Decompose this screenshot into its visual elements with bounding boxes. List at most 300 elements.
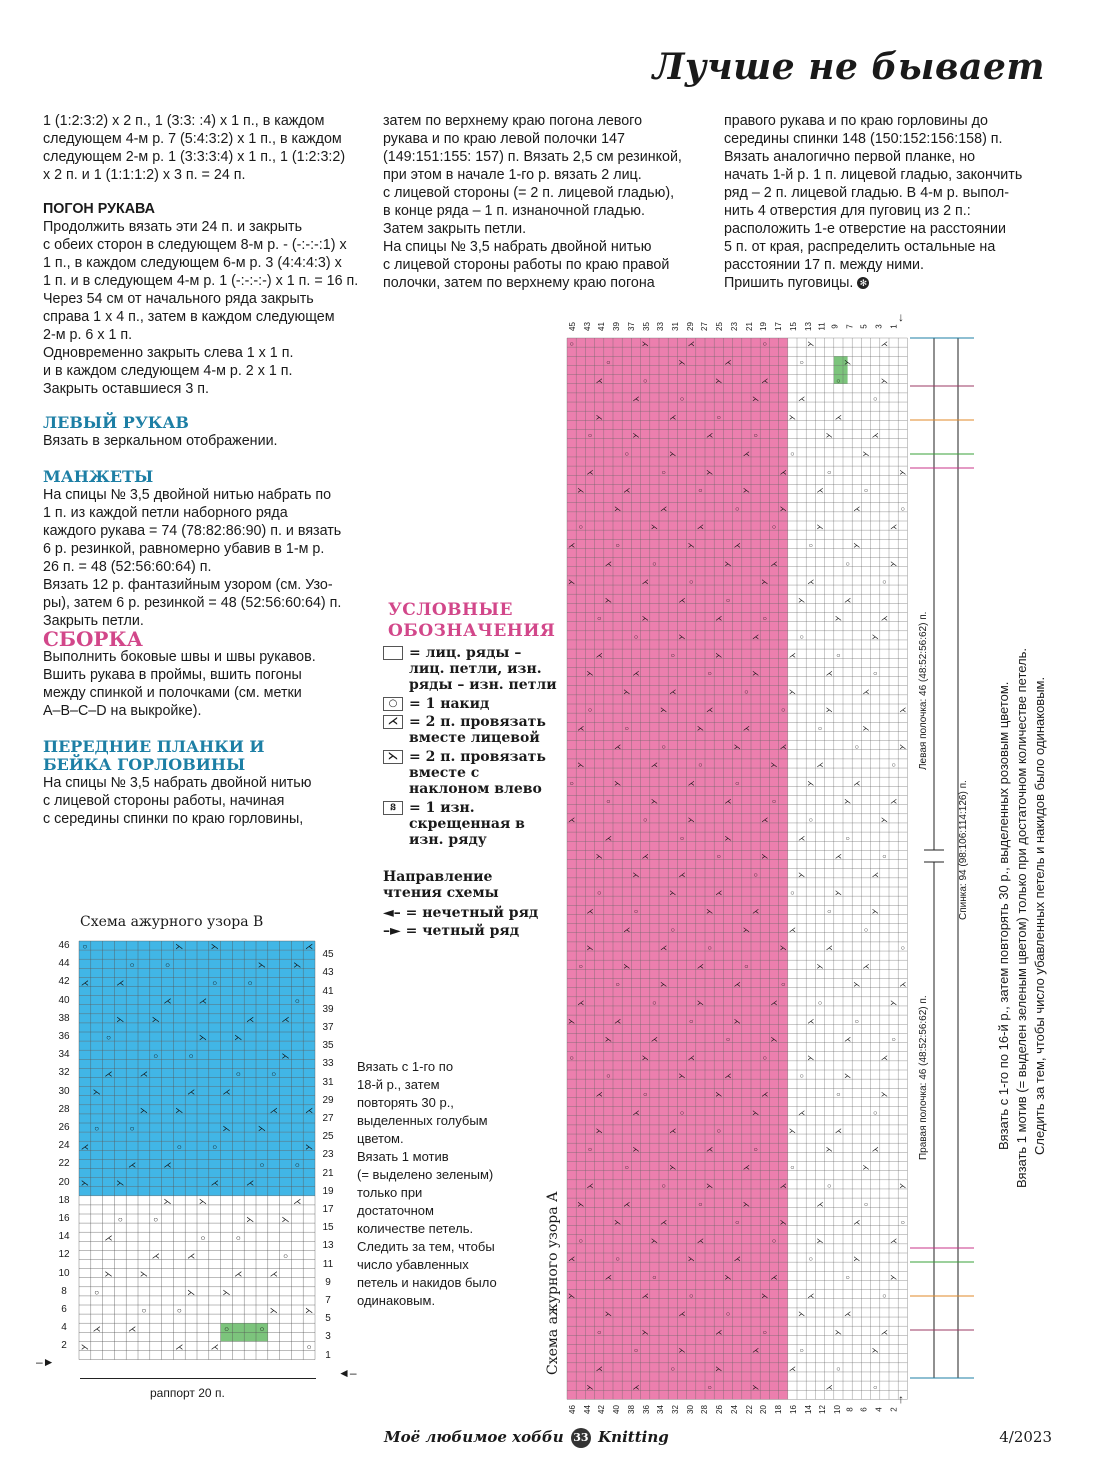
stitch-symbol: ○ <box>679 396 685 404</box>
stitch-symbol: ⋋ <box>715 1091 723 1099</box>
stitch-symbol: ○ <box>661 1182 666 1190</box>
stitch-symbol: ○ <box>587 707 593 715</box>
stitch-symbol: ⋌ <box>210 1342 219 1352</box>
stitch-symbol: ⋌ <box>586 1182 594 1190</box>
stitch-symbol: ⋌ <box>880 615 888 623</box>
stitch-symbol: ○ <box>624 1164 629 1172</box>
stitch-symbol: ⋋ <box>687 1256 695 1264</box>
stitch-symbol: ○ <box>882 579 887 587</box>
stitch-symbol: ⋋ <box>890 999 898 1007</box>
row-number: 35 <box>322 1040 334 1052</box>
stitch-symbol: ⋋ <box>586 670 594 678</box>
stitch-symbol: ⋋ <box>696 999 704 1007</box>
stitch-symbol: ⋌ <box>623 487 631 495</box>
stitch-symbol: ⋌ <box>899 707 907 715</box>
stitch-symbol: ⋋ <box>92 1087 101 1097</box>
stitch-symbol: ⋌ <box>660 945 668 953</box>
stitch-symbol: ○ <box>247 978 253 988</box>
stitch-symbol: ⋌ <box>816 762 824 770</box>
stitch-symbol: ⋋ <box>104 1269 113 1279</box>
stitch-symbol: ⋌ <box>650 762 658 770</box>
stitch-symbol: ○ <box>597 615 602 623</box>
left-front-label: Левая полочка: 46 (48:52:56:62) п. <box>918 611 929 770</box>
stitch-symbol: ○ <box>900 1219 905 1227</box>
stitch-symbol: ⋌ <box>742 1164 750 1172</box>
stitch-symbol: ⋋ <box>899 469 907 477</box>
text-line: Вшить рукава в проймы, вшить погоны <box>43 667 302 683</box>
stitch-symbol: ⋌ <box>641 853 649 861</box>
stitch-symbol: ⋋ <box>752 670 760 678</box>
chart-a-grid <box>566 320 911 1415</box>
column-number: 32 <box>670 1405 680 1415</box>
chart-a-note-3: Следить за тем, чтобы число убавленных петель и накидов было одинаковым. <box>1032 676 1047 1155</box>
assembly-heading: СБОРКА <box>43 627 143 651</box>
stitch-symbol: ⋌ <box>269 1105 278 1115</box>
stitch-symbol: ⋋ <box>80 1342 89 1352</box>
stitch-symbol: ⋋ <box>614 780 622 788</box>
row-number: 6 <box>61 1304 67 1315</box>
row-number: 26 <box>58 1122 70 1133</box>
stitch-symbol: ⋋ <box>614 1219 622 1227</box>
stitch-symbol: ⋋ <box>798 1311 806 1319</box>
stitch-symbol: ⋋ <box>163 1196 172 1206</box>
column-number: 40 <box>612 1405 622 1415</box>
stitch-symbol: ⋋ <box>586 1384 594 1392</box>
row-number: 29 <box>322 1094 334 1106</box>
stitch-symbol: ⋌ <box>281 1014 290 1024</box>
bands-text <box>43 774 373 828</box>
stitch-symbol: ⋌ <box>187 1087 196 1097</box>
stitch-symbol: ⋋ <box>816 963 824 971</box>
left-sleeve-heading: ЛЕВЫЙ РУКАВ <box>43 413 189 432</box>
stitch-symbol: ○ <box>633 908 639 916</box>
stitch-symbol: ⋌ <box>305 942 314 952</box>
chart-a-note-1: Вязать с 1-го по 16-й р., затем повторять 30 р., выделенных розовым цветом. <box>996 681 1011 1150</box>
stitch-symbol: ⋋ <box>779 1219 787 1227</box>
text-line: затем по верхнему краю погона левого <box>383 113 643 129</box>
stitch-symbol: ⋌ <box>807 579 815 587</box>
stitch-symbol: ⋌ <box>742 725 750 733</box>
column-number: 23 <box>729 322 739 331</box>
stitch-symbol: ○ <box>283 1251 288 1261</box>
column-number: 9 <box>830 324 840 329</box>
stitch-symbol: ⋋ <box>788 688 796 696</box>
column-number: 43 <box>582 322 592 331</box>
stitch-symbol: ⋋ <box>660 981 668 989</box>
row-number: 33 <box>322 1058 334 1070</box>
arrow-down-icon: ↓ <box>898 310 904 324</box>
text-line: при этом в начале 1-го р. вязать 2 лиц. <box>383 167 642 183</box>
stitch-symbol: ⋌ <box>706 1146 714 1154</box>
stitch-symbol: ⋌ <box>568 542 576 550</box>
stitch-symbol: ⋋ <box>678 1347 686 1355</box>
row-number: 19 <box>322 1185 334 1197</box>
row-number: 9 <box>325 1276 331 1288</box>
stitch-symbol: ⋌ <box>825 1384 833 1392</box>
stitch-symbol: ○ <box>799 1347 804 1355</box>
stitch-symbol: ⋋ <box>577 1201 585 1209</box>
stitch-symbol: ○ <box>212 978 218 988</box>
stitch-symbol: ○ <box>153 1215 159 1225</box>
yarn-over-icon: ○ <box>383 697 403 711</box>
row-number: 2 <box>61 1340 67 1352</box>
stitch-symbol: ⋋ <box>871 1347 879 1355</box>
stitch-symbol: ○ <box>271 1069 277 1079</box>
stitch-symbol: ○ <box>615 981 620 989</box>
stitch-symbol: ⋋ <box>222 1287 231 1297</box>
row-number: 37 <box>322 1021 334 1033</box>
stitch-symbol: ⋋ <box>853 981 861 989</box>
stitch-symbol: ⋌ <box>807 1018 815 1026</box>
stitch-symbol: ⋋ <box>816 1237 824 1245</box>
stitch-symbol: ⋌ <box>752 908 760 916</box>
text-line: 26 п. = 48 (52:56:60:64) п. <box>43 559 212 575</box>
stitch-symbol: ○ <box>212 1142 218 1152</box>
issue-date: 4/2023 <box>999 1428 1052 1446</box>
stitch-symbol: ⋋ <box>844 359 852 367</box>
stitch-symbol: ⋌ <box>752 633 760 641</box>
stitch-symbol: ⋌ <box>816 487 824 495</box>
stitch-symbol: ⋋ <box>641 1329 649 1337</box>
stitch-symbol: ⋋ <box>788 1128 796 1136</box>
row-number: 10 <box>58 1267 70 1279</box>
stitch-symbol: ⋌ <box>660 1219 668 1227</box>
stitch-symbol: ⋋ <box>116 1178 125 1188</box>
stitch-symbol: ⋋ <box>742 1201 750 1209</box>
chart-a-note-2: Вязать 1 мотив (= выделен зеленым цветом) только при достаточном количестве петель. <box>1014 647 1029 1188</box>
text-line: каждого рукава = 74 (78:82:86:90) п. и вязать <box>43 523 342 539</box>
stitch-symbol: ⋌ <box>733 981 741 989</box>
stitch-symbol: ○ <box>790 890 795 898</box>
stitch-symbol: ⋋ <box>595 1128 603 1136</box>
even-row-direction: –► = четный ряд <box>383 923 520 939</box>
stitch-symbol: ⋌ <box>632 1109 640 1117</box>
stitch-symbol: ⋌ <box>305 1105 314 1115</box>
stitch-symbol: ⋋ <box>798 597 806 605</box>
stitch-symbol: ⋌ <box>816 1201 824 1209</box>
stitch-symbol: ⋌ <box>80 978 89 988</box>
stitch-symbol: ○ <box>633 1347 639 1355</box>
stitch-symbol: ○ <box>606 359 611 367</box>
column-number: 12 <box>818 1405 828 1415</box>
stitch-symbol: ⋋ <box>825 432 833 440</box>
stitch-symbol: ⋋ <box>660 707 668 715</box>
stitch-symbol: ⋋ <box>210 942 219 952</box>
column-number: 45 <box>567 322 577 331</box>
stitch-symbol: ○ <box>624 725 629 733</box>
column-number: 22 <box>744 1405 754 1415</box>
stitch-symbol: ○ <box>735 505 740 513</box>
stitch-symbol: ○ <box>129 960 135 970</box>
row-number: 18 <box>58 1194 70 1206</box>
stitch-symbol: ⋌ <box>788 652 796 660</box>
stitch-symbol: ⋌ <box>696 1237 704 1245</box>
row-number: 39 <box>322 1003 334 1015</box>
column-number: 33 <box>656 322 666 331</box>
stitch-symbol: ⋋ <box>246 1215 255 1225</box>
stitch-symbol: ⋌ <box>844 1311 852 1319</box>
text-line: рукава и по краю левой полочки 147 <box>383 131 625 147</box>
stitch-symbol: ⋌ <box>104 1233 113 1243</box>
stitch-symbol: ⋋ <box>604 1311 612 1319</box>
stitch-symbol: ⋌ <box>128 1324 137 1334</box>
stitch-symbol: ⋋ <box>724 1274 732 1282</box>
stitch-symbol: ○ <box>224 1324 229 1334</box>
text-line: расположить 1-е отверстие на расстоянии <box>724 221 1006 237</box>
stitch-symbol: ⋋ <box>724 560 732 568</box>
text-line: с лицевой стороны работы по краю правой <box>383 257 670 273</box>
stitch-symbol: ○ <box>873 1109 878 1117</box>
stitch-symbol: ⋋ <box>779 945 787 953</box>
stitch-symbol: ⋋ <box>198 1033 207 1043</box>
stitch-symbol: ○ <box>306 1342 312 1352</box>
column-number: 11 <box>817 322 827 331</box>
stitch-symbol: ⋌ <box>733 542 741 550</box>
stitch-symbol: ○ <box>771 1237 777 1245</box>
row-number: 5 <box>325 1313 331 1325</box>
stitch-symbol: ⋋ <box>669 1164 677 1172</box>
stitch-symbol: ⋋ <box>687 542 695 550</box>
stitch-symbol: ⋋ <box>798 871 806 879</box>
stitch-symbol: ○ <box>735 1219 740 1227</box>
row-number: 4 <box>61 1322 67 1334</box>
row-number: 25 <box>322 1131 334 1143</box>
stitch-symbol: ⋋ <box>844 798 852 806</box>
stitch-symbol: ⋌ <box>246 1178 255 1188</box>
text-line: справа 1 х 4 п., затем в каждом следующем <box>43 309 335 325</box>
stitch-symbol: ○ <box>836 1091 841 1099</box>
chart-b-repeat-label: раппорт 20 п. <box>150 1386 225 1400</box>
stitch-symbol: ⋋ <box>139 1105 148 1115</box>
stitch-symbol: ○ <box>94 1287 100 1297</box>
stitch-symbol: ⋌ <box>586 908 594 916</box>
stitch-symbol: ⋋ <box>623 963 631 971</box>
stitch-symbol: ⋋ <box>623 688 631 696</box>
stitch-symbol: ○ <box>781 981 786 989</box>
stitch-symbol: ○ <box>129 1124 135 1134</box>
stitch-symbol: ⋋ <box>761 579 769 587</box>
stitch-symbol: ○ <box>670 926 675 934</box>
stitch-symbol: ○ <box>200 1233 206 1243</box>
text-line: с лицевой стороны работы, начиная <box>43 793 285 809</box>
column-number: 16 <box>788 1405 798 1415</box>
stitch-symbol: ⋌ <box>293 1196 302 1206</box>
column-number: 41 <box>597 322 607 331</box>
stitch-symbol: ○ <box>771 798 777 806</box>
stitch-symbol: ⋋ <box>834 890 842 898</box>
text-line: 1 п., в каждом следующем 6-м р. 3 (4:4:4:3) х <box>43 255 342 271</box>
stitch-symbol: ⋌ <box>210 1178 219 1188</box>
stitch-symbol: ⋋ <box>834 615 842 623</box>
stitch-symbol: ⋋ <box>844 1073 852 1081</box>
row-number: 40 <box>58 994 70 1006</box>
text-line: На спицы № 3,5 двойной нитью набрать по <box>43 487 332 503</box>
stitch-symbol: ○ <box>652 1274 657 1282</box>
stitch-symbol: ⋋ <box>577 487 585 495</box>
intro-text <box>43 112 373 184</box>
stitch-symbol: ⋋ <box>761 853 769 861</box>
stitch-symbol: ○ <box>698 1201 703 1209</box>
stitch-symbol: ○ <box>153 1051 159 1061</box>
cuffs-text <box>43 486 373 630</box>
stitch-symbol: ⋋ <box>752 1109 760 1117</box>
bands-heading: ПЕРЕДНИЕ ПЛАНКИ И БЕЙКА ГОРЛОВИНЫ <box>43 737 265 774</box>
stitch-symbol: ⋋ <box>899 1182 907 1190</box>
stitch-symbol: ⋋ <box>116 1014 125 1024</box>
stitch-symbol: ⋌ <box>632 396 640 404</box>
stitch-symbol: ○ <box>188 1051 194 1061</box>
stitch-symbol: ○ <box>235 1233 241 1243</box>
right-front-label: Правая полочка: 46 (48:52:56:62) п. <box>918 995 929 1160</box>
stitch-symbol: ○ <box>790 450 795 458</box>
stitch-symbol: ⋋ <box>715 377 723 385</box>
text-line: с лицевой стороны (= 2 п. лицевой гладью), <box>383 185 675 201</box>
stitch-symbol: ⋌ <box>871 1146 879 1154</box>
stitch-symbol: ○ <box>744 688 749 696</box>
stitch-symbol: ⋋ <box>595 853 603 861</box>
stitch-symbol: ⋌ <box>577 999 585 1007</box>
stitch-symbol: ⋌ <box>269 1269 278 1279</box>
stitch-symbol: ○ <box>845 1274 850 1282</box>
row-number: 3 <box>325 1331 331 1343</box>
legend-text: = 2 п. провязать вместе лицевой <box>409 714 546 746</box>
stitch-symbol: ⋋ <box>853 1256 861 1264</box>
stitch-symbol: ⋋ <box>770 1036 778 1044</box>
stitch-symbol: ○ <box>781 707 786 715</box>
stitch-symbol: ⋋ <box>724 835 732 843</box>
stitch-symbol: ⋌ <box>92 1324 101 1334</box>
arrow-up-icon: ↑ <box>898 1392 904 1406</box>
legend-text: = 1 накид <box>409 696 490 712</box>
stitch-symbol: ⋋ <box>853 542 861 550</box>
column-3 <box>724 112 1064 292</box>
stitch-symbol: ⋌ <box>844 1036 852 1044</box>
stitch-symbol: ⋋ <box>175 1105 184 1115</box>
stitch-symbol: ○ <box>707 670 712 678</box>
text-line: нить 4 отверстия для пуговиц из 2 п.: <box>724 203 971 219</box>
stitch-symbol: ○ <box>882 853 887 861</box>
stitch-symbol: ○ <box>716 1128 721 1136</box>
stitch-symbol: ⋌ <box>706 707 714 715</box>
text-line: в конце ряда – 1 п. изнаночной гладью. <box>383 203 645 219</box>
stitch-symbol: ⋌ <box>669 688 677 696</box>
twisted-purl-icon: ន <box>383 801 403 815</box>
text-line: Продолжить вязать эти 24 п. и закрыть <box>43 219 303 235</box>
stitch-symbol: ○ <box>882 1292 887 1300</box>
text-line: между спинкой и полочками (см. метки <box>43 685 302 701</box>
stitch-symbol: ⋌ <box>724 798 732 806</box>
stitch-symbol: ○ <box>698 487 703 495</box>
stitch-symbol: ⋌ <box>779 1182 787 1190</box>
stitch-symbol: ○ <box>106 1033 111 1043</box>
stitch-symbol: ○ <box>845 560 850 568</box>
stitch-symbol: ⋌ <box>595 1091 603 1099</box>
stitch-symbol: ⋋ <box>151 1014 160 1024</box>
footer-brand: Моё любимое хобби 33 Knitting <box>384 1428 669 1446</box>
stitch-symbol: ⋌ <box>604 560 612 568</box>
chart-a-title: Схема ажурного узора А <box>545 1191 561 1375</box>
stitch-symbol: ⋌ <box>779 743 787 751</box>
stitch-symbol: ○ <box>790 1164 795 1172</box>
stitch-symbol: ○ <box>643 377 648 385</box>
stitch-symbol: ○ <box>873 670 878 678</box>
stitch-symbol: ⋌ <box>163 1160 172 1170</box>
text-line: Закрыть оставшиеся 3 п. <box>43 381 209 397</box>
stitch-symbol: ○ <box>891 1036 896 1044</box>
stitch-symbol: ⋌ <box>788 1365 796 1373</box>
stitch-symbol: ⋌ <box>742 450 750 458</box>
stitch-symbol: ⋌ <box>779 469 787 477</box>
legend-text: = лиц. ряды – лиц. петли, изн. ряды – изн. петли <box>409 645 557 693</box>
column-number: 39 <box>612 322 622 331</box>
stitch-symbol: ⋌ <box>246 1014 255 1024</box>
text-line: На спицы № 3,5 набрать двойной нитью <box>383 239 652 255</box>
row-number: 44 <box>58 958 70 970</box>
row-number: 36 <box>58 1031 70 1042</box>
stitch-symbol: ⋋ <box>862 450 870 458</box>
stitch-symbol: ⋋ <box>678 633 686 641</box>
stitch-symbol: ⋋ <box>715 1365 723 1373</box>
stitch-symbol: ○ <box>762 341 767 349</box>
row-number: 24 <box>58 1140 70 1152</box>
stitch-symbol: ⋋ <box>862 1164 870 1172</box>
stitch-symbol: ⋌ <box>175 1342 184 1352</box>
stitch-symbol: ○ <box>259 1160 265 1170</box>
stitch-symbol: ⋋ <box>752 396 760 404</box>
stitch-symbol: ○ <box>652 999 657 1007</box>
row-number: 15 <box>322 1222 334 1234</box>
stitch-symbol: ⋌ <box>862 688 870 696</box>
arrow-left-icon: ◄– <box>338 1366 357 1380</box>
stitch-symbol: ○ <box>707 945 712 953</box>
text-line: Затем закрыть петли. <box>383 221 527 237</box>
arrow-right-icon: –► <box>36 1355 55 1369</box>
stitch-symbol: ⋌ <box>834 1128 842 1136</box>
chart-a-svg <box>566 337 908 1418</box>
stitch-symbol: ○ <box>661 469 666 477</box>
stitch-symbol: ⋌ <box>139 1069 148 1079</box>
stitch-symbol: ⋌ <box>650 1036 658 1044</box>
stitch-symbol: ⋌ <box>880 1329 888 1337</box>
stitch-symbol: ○ <box>808 542 813 550</box>
stitch-symbol: ⋌ <box>798 396 806 404</box>
row-number: 7 <box>325 1294 331 1306</box>
stitch-symbol: ○ <box>679 1109 685 1117</box>
stitch-symbol: ○ <box>94 1124 100 1134</box>
stitch-symbol: ⋌ <box>890 1237 898 1245</box>
row-number: 8 <box>61 1285 67 1297</box>
column-1 <box>43 112 373 828</box>
stitch-symbol: ○ <box>762 1329 767 1337</box>
stitch-symbol: ○ <box>165 960 170 970</box>
text-line: следующем 2-м р. 1 (3:3:3:4) х 1 п., 1 (1:2:3:2) <box>43 149 346 165</box>
stitch-symbol: ⋌ <box>715 615 723 623</box>
row-number: 42 <box>58 976 70 988</box>
stitch-symbol: ⋌ <box>761 816 769 824</box>
repeat-line <box>80 1378 316 1379</box>
stitch-symbol: ⋌ <box>128 1160 137 1170</box>
stitch-symbol: ○ <box>176 1142 182 1152</box>
stitch-symbol: ⋌ <box>198 996 207 1006</box>
stitch-symbol: ○ <box>900 505 905 513</box>
stitch-symbol: ⋋ <box>650 1237 658 1245</box>
stitch-symbol: ○ <box>735 780 740 788</box>
stitch-symbol: ⋌ <box>807 1292 815 1300</box>
text-line: Пришить пуговицы. ✻ <box>724 274 1064 292</box>
stitch-symbol: ○ <box>836 1365 841 1373</box>
stitch-symbol: ○ <box>799 633 804 641</box>
stitch-symbol: ⋋ <box>234 1033 243 1043</box>
